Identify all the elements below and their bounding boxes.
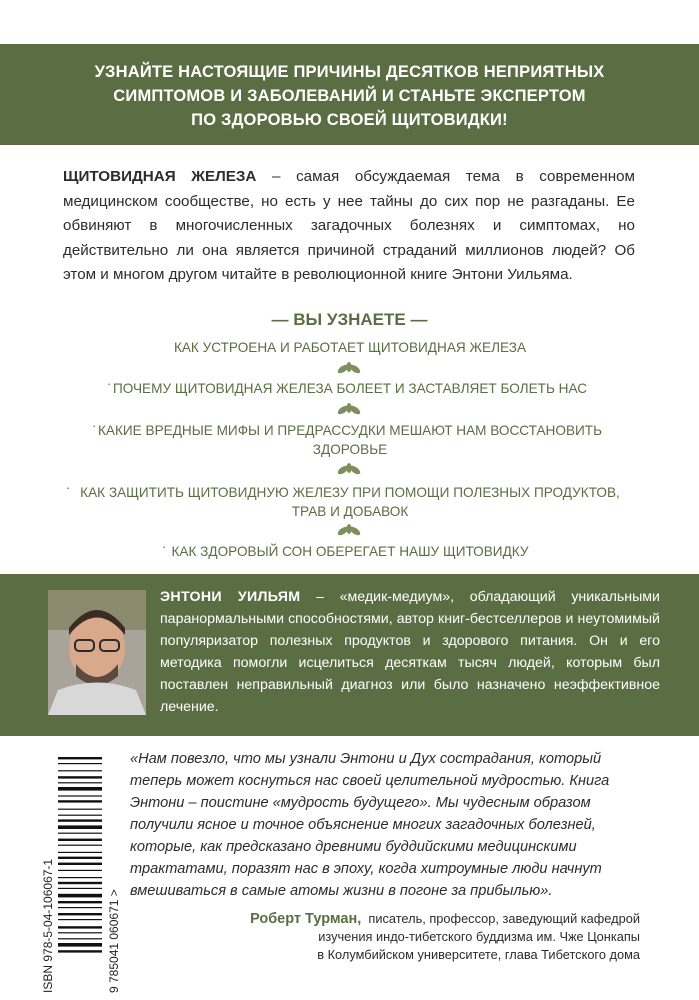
- isbn-text: ISBN 978-5-04-106067-1: [41, 858, 55, 993]
- barcode-bar: [58, 825, 102, 829]
- quote-text: «Нам повезло, что мы узнали Энтони и Дух сострадания, который теперь может коснуться нас своей целительной мудростью. Книга Энтони – поистине «мудрость будущего». Мы чудесным образом получили ясное и точное объяснение многих загадочных болезней, которые, как предсказано древними буддийскими медицинскими трактатами, поразят нас в эпоху, когда хитроумные люди начнут вмешиваться в самые атомы жизни в погоне за прибылью».: [130, 751, 610, 899]
- author-photo: [48, 590, 146, 715]
- bullet-dot: ·: [107, 376, 112, 391]
- barcode-bar: [58, 882, 102, 884]
- barcode-bar: [58, 782, 102, 783]
- barcode-bar: [58, 888, 102, 889]
- barcode-bar: [58, 913, 102, 915]
- barcode-bar: [58, 776, 102, 778]
- leaf-sprig-icon: [336, 361, 362, 377]
- barcode-bars: [58, 757, 102, 953]
- barcode-bar: [58, 787, 102, 791]
- barcode-bar: [58, 938, 102, 939]
- learn-item-3-cont: ЗДОРОВЬЕ: [312, 442, 388, 457]
- barcode-bar: [58, 770, 102, 771]
- banner-line-2: СИМПТОМОВ И ЗАБОЛЕВАНИЙ И СТАНЬТЕ ЭКСПЕРТОМ: [113, 87, 586, 105]
- barcode-bar: [58, 819, 102, 821]
- author-portrait-image: [48, 590, 146, 715]
- barcode-bar: [58, 852, 102, 853]
- intro-text: – самая обсуждаемая тема в современном медицинском сообществе, но есть у нее тайны до сих пор не разгаданы. Ее обвиняют в многочисленных загадочных болезнях и симптомах, но действительно ли она является причиной страданий миллионов людей? Об этом и многом другом читайте в революционной книге Энтони Уильяма.: [63, 168, 635, 283]
- learn-item-5: КАК ЗДОРОВЫЙ СОН ОБЕРЕГАЕТ НАШУ ЩИТОВИДКУ: [171, 544, 529, 559]
- learn-item-1: КАК УСТРОЕНА И РАБОТАЕТ ЩИТОВИДНАЯ ЖЕЛЕЗА: [173, 340, 527, 355]
- bullet-dot: ·: [66, 480, 71, 495]
- barcode-bar: [58, 877, 102, 878]
- author-name: ЭНТОНИ УИЛЬЯМ: [160, 589, 301, 605]
- quote-author-line-3: в Колумбийском университете, глава Тибетского дома: [317, 947, 640, 962]
- barcode-bar: [58, 870, 102, 871]
- barcode-bar: [58, 815, 102, 816]
- leaf-sprig-icon: [336, 462, 362, 478]
- barcode-bar: [58, 907, 102, 908]
- author-bio-text: – «медик-медиум», обладающий уникальными паранормальными способностями, автор книг-бестселлеров и неутомимый популяризатор полезных продуктов и здорового питания. Он и его методика помогли исцелиться десяткам тысяч людей, которым был поставлен неправильный диагноз или было назначено неэффективное лечение.: [160, 589, 660, 715]
- author-bio: [160, 586, 660, 718]
- barcode-bar: [58, 857, 102, 859]
- quote-author-line-1: писатель, профессор, заведующий кафедрой: [368, 911, 640, 926]
- leaf-sprig-icon: [336, 523, 362, 539]
- barcode-bar: [58, 845, 102, 846]
- quote-author-name: Роберт Турман,: [250, 911, 362, 927]
- headline-banner: [0, 44, 699, 145]
- isbn-barcode: [40, 745, 122, 995]
- learn-section-title: — ВЫ УЗНАЕТЕ —: [271, 310, 428, 329]
- barcode-bar: [58, 943, 102, 947]
- barcode-digits: 9 785041 060671 >: [107, 889, 121, 993]
- intro-highlight: ЩИТОВИДНАЯ ЖЕЛЕЗА: [63, 168, 257, 185]
- banner-line-3: ПО ЗДОРОВЬЮ СВОЕЙ ЩИТОВИДКИ!: [191, 111, 508, 129]
- barcode-bar: [58, 901, 102, 903]
- intro-paragraph: [63, 165, 635, 288]
- bullet-dot: ·: [162, 539, 167, 554]
- quote-author-line-2: изучения индо-тибетского буддизма им. Чже Цонкапы: [318, 929, 640, 944]
- learn-item-3: КАКИЕ ВРЕДНЫЕ МИФЫ И ПРЕДРАССУДКИ МЕШАЮТ НАМ ВОССТАНОВИТЬ: [97, 423, 602, 438]
- barcode-bar: [58, 839, 102, 841]
- barcode-bar: [58, 800, 102, 802]
- barcode-bar: [58, 795, 102, 796]
- learn-item-4: КАК ЗАЩИТИТЬ ЩИТОВИДНУЮ ЖЕЛЕЗУ ПРИ ПОМОЩИ ПОЛЕЗНЫХ ПРОДУКТОВ,: [80, 485, 620, 500]
- banner-line-1: УЗНАЙТЕ НАСТОЯЩИЕ ПРИЧИНЫ ДЕСЯТКОВ НЕПРИЯТНЫХ: [94, 63, 605, 81]
- top-white-strip: [0, 0, 699, 44]
- barcode-bar: [58, 950, 102, 952]
- learn-item-4-cont: ТРАВ И ДОБАВОК: [291, 504, 409, 519]
- barcode-bar: [58, 757, 102, 759]
- barcode-bar: [58, 919, 102, 920]
- barcode-bar: [58, 763, 102, 764]
- barcode-bar: [58, 932, 102, 933]
- bullet-dot: ·: [92, 418, 97, 433]
- barcode-bar: [58, 926, 102, 928]
- quote-signature: [140, 910, 640, 964]
- barcode-bar: [58, 894, 102, 898]
- barcode-bar: [58, 833, 102, 834]
- leaf-sprig-icon: [336, 402, 362, 418]
- barcode-bar: [58, 863, 102, 865]
- learn-item-2: ПОЧЕМУ ЩИТОВИДНАЯ ЖЕЛЕЗА БОЛЕЕТ И ЗАСТАВЛЯЕТ БОЛЕТЬ НАС: [112, 381, 588, 396]
- barcode-bar: [58, 809, 102, 810]
